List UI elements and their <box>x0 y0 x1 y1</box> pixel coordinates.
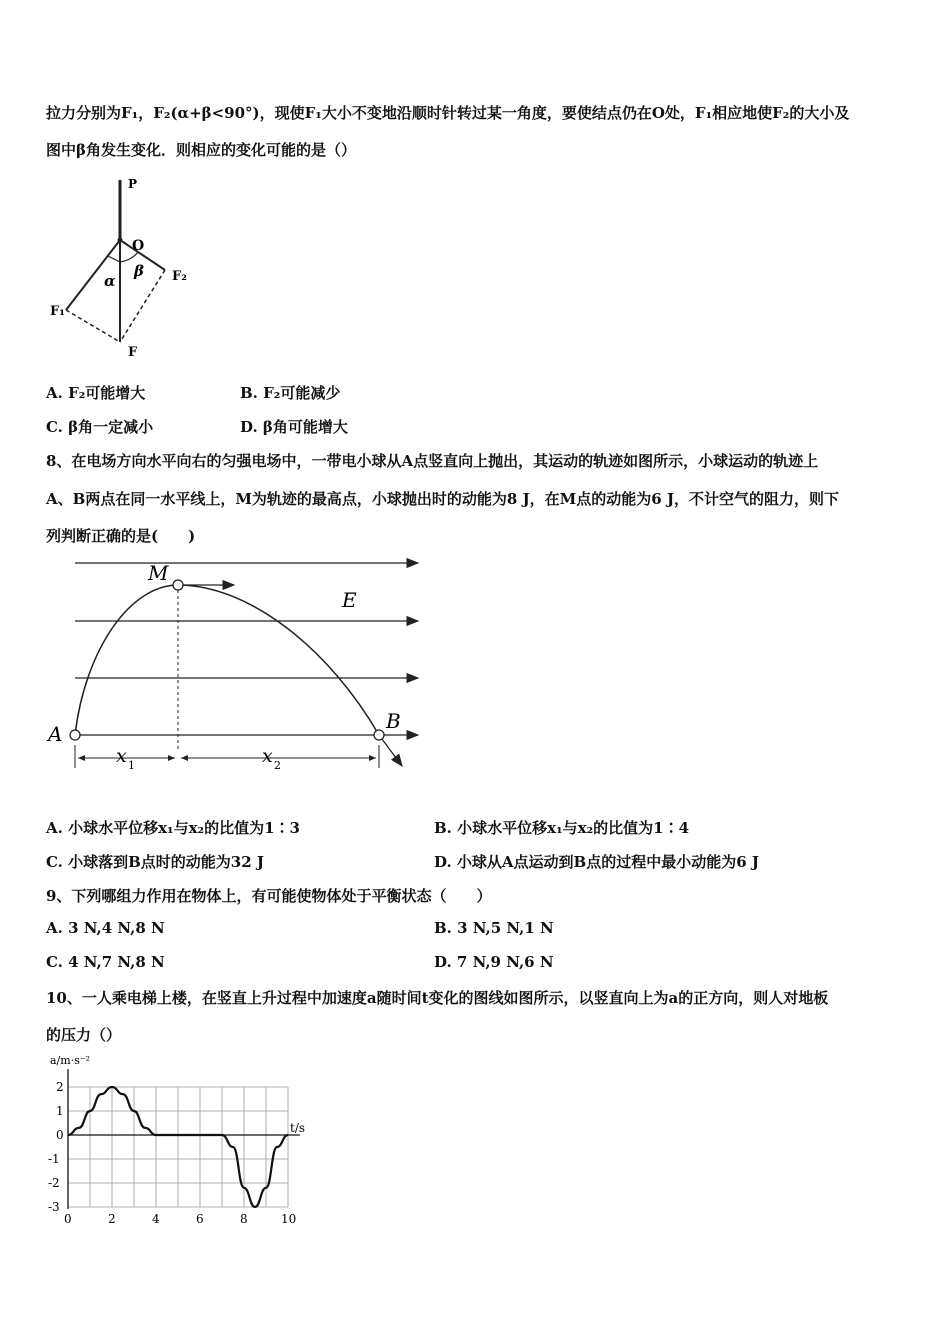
x-tick-label: 6 <box>196 1212 204 1226</box>
q9-option-d[interactable]: D. 7 N,9 N,6 N <box>434 953 554 971</box>
point-m <box>173 580 183 590</box>
q8-option-d[interactable]: D. 小球从A点运动到B点的过程中最小动能为6 J <box>434 853 759 871</box>
trajectory-curve <box>75 585 379 735</box>
y-axis-label: a/m·s⁻² <box>50 1054 91 1067</box>
label-beta: β <box>134 262 144 280</box>
q8-stem-line1: 8、在电场方向水平向右的匀强电场中，一带电小球从A点竖直向上抛出，其运动的轨迹如图所示，小球运动的轨迹上 <box>46 452 819 470</box>
label-x1-sub: 1 <box>128 759 135 772</box>
parallelogram-side-2 <box>120 270 165 342</box>
q7-stem-line2: 图中β角发生变化．则相应的变化可能的是（） <box>46 141 356 159</box>
q8-option-c[interactable]: C. 小球落到B点时的动能为32 J <box>46 853 264 871</box>
alpha-arc <box>108 256 120 262</box>
q8-trajectory-diagram <box>40 550 440 780</box>
x-axis-label: t/s <box>290 1121 306 1135</box>
y-tick-label: 2 <box>56 1080 64 1094</box>
label-x1: x <box>116 745 127 767</box>
label-x2-sub: 2 <box>274 759 281 772</box>
label-e: E <box>342 588 357 612</box>
x-tick-label: 0 <box>64 1212 72 1226</box>
x-tick-label: 8 <box>240 1212 248 1226</box>
label-alpha: α <box>104 272 116 290</box>
q7-stem-line1: 拉力分别为F₁，F₂(α+β<90°)，现使F₁大小不变地沿顺时针转过某一角度，要使结点仍在O处，F₁相应地使F₂的大小及 <box>46 104 850 122</box>
label-f2: F₂ <box>172 269 187 284</box>
y-tick-label: -1 <box>48 1152 60 1166</box>
parallelogram-side-1 <box>66 310 120 342</box>
q8-stem-line2: A、B两点在同一水平线上，M为轨迹的最高点，小球抛出时的动能为8 J，在M点的动能为6 J，不计空气的阻力，则下 <box>46 490 840 508</box>
label-f: F <box>128 345 138 360</box>
point-a <box>70 730 80 740</box>
q9-option-b[interactable]: B. 3 N,5 N,1 N <box>434 919 554 937</box>
q10-stem-line2: 的压力（） <box>46 1026 122 1044</box>
q8-option-a[interactable]: A. 小球水平位移x₁与x₂的比值为1∶3 <box>46 819 300 837</box>
label-o: O <box>132 238 145 254</box>
q7-option-d[interactable]: D. β角可能增大 <box>240 418 348 436</box>
x-tick-label: 10 <box>281 1212 297 1226</box>
q7-option-a[interactable]: A. F₂可能增大 <box>46 384 146 402</box>
label-x2: x <box>262 745 273 767</box>
x-tick-label: 2 <box>108 1212 116 1226</box>
x-tick-label: 4 <box>152 1212 160 1226</box>
q10-acceleration-chart <box>40 1052 330 1232</box>
q8-option-b[interactable]: B. 小球水平位移x₁与x₂的比值为1∶4 <box>434 819 690 837</box>
trajectory-exit-arrow <box>379 735 402 766</box>
knot-o <box>118 238 123 243</box>
q7-option-b[interactable]: B. F₂可能减少 <box>240 384 341 402</box>
label-b: B <box>386 709 401 733</box>
y-tick-label: 1 <box>56 1104 64 1118</box>
q9-option-a[interactable]: A. 3 N,4 N,8 N <box>46 919 165 937</box>
y-tick-label: -3 <box>48 1200 60 1214</box>
label-a: A <box>48 722 63 746</box>
y-tick-label: 0 <box>56 1128 64 1142</box>
q7-option-c[interactable]: C. β角一定减小 <box>46 418 154 436</box>
q9-stem: 9、下列哪组力作用在物体上，有可能使物体处于平衡状态（ ） <box>46 887 492 905</box>
q9-option-c[interactable]: C. 4 N,7 N,8 N <box>46 953 165 971</box>
q10-stem-line1: 10、一人乘电梯上楼，在竖直上升过程中加速度a随时间t变化的图线如图所示，以竖直向上为a的正方向，则人对地板 <box>46 989 829 1007</box>
point-b <box>374 730 384 740</box>
q7-force-diagram <box>40 170 200 370</box>
label-m: M <box>148 561 169 585</box>
q8-stem-line3: 列判断正确的是( ) <box>46 527 196 545</box>
label-p: P <box>128 177 138 191</box>
y-tick-label: -2 <box>48 1176 60 1190</box>
label-f1: F₁ <box>50 304 65 319</box>
